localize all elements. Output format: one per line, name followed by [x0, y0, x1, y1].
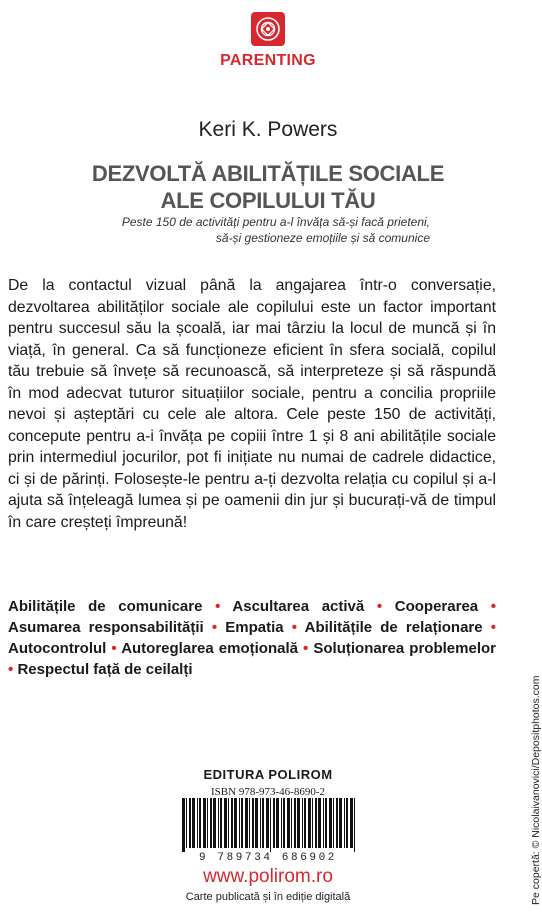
- barcode-bar: [260, 798, 261, 848]
- barcode-bar: [182, 798, 185, 852]
- barcode-bar: [239, 798, 240, 848]
- barcode-bar: [197, 798, 198, 848]
- topic-item: Abilitățile de comunicare: [8, 598, 203, 615]
- author-name: Keri K. Powers: [198, 118, 338, 141]
- topic-item: Autocontrolul: [8, 640, 107, 657]
- title-line: ALE COPILULUI TĂU: [160, 188, 376, 213]
- barcode-bar: [308, 798, 311, 848]
- barcode-bar: [270, 798, 271, 852]
- barcode-bar: [231, 798, 233, 848]
- barcode-bar: [213, 798, 216, 848]
- barcode-bar: [241, 798, 243, 848]
- topic-bullet: •: [8, 661, 14, 678]
- topic-bullet: •: [291, 619, 298, 636]
- barcode-bar: [207, 798, 208, 848]
- publisher-website: www.polirom.ro: [203, 866, 333, 887]
- barcode-bar: [262, 798, 264, 848]
- barcode-bar: [291, 798, 292, 848]
- blurb-text: De la contactul vizual până la angajarea într-o conversație, dezvoltarea abilităților sociale ale copilului este un factor important pentru succesul său la școală, iar mai târziu la locul de muncă și în viață, în general. Ca să funcționeze eficient în sfera socială, copilul tău trebuie să învețe să recunoască, să interpreteze și să răspundă în mod adecvat tuturor situațiilor sociale, pentru a concilia propriile nevoi și așteptări cu cele ale altora. Cele peste 150 de activități, concepute pentru a-i învăța pe copiii între 1 și 8 ani abilitățile sociale prin intermediul jocurilor, pot fi inițiate nu numai de cadrele didactice, ci și de părinți. Folosește-le pentru a-ți dezvolta relația cu copilul și a-l ajuta să înțeleagă lumea și pe oamenii din jur și bucurați-vă de timpul în care creșteți împreună!: [8, 277, 496, 531]
- book-subtitle: [60, 214, 430, 246]
- barcode-bar: [249, 798, 250, 848]
- subtitle-line: Peste 150 de activități pentru a-l învăța să-și facă prieteni,: [121, 215, 430, 229]
- topic-bullet: •: [303, 640, 309, 657]
- parenting-logo-icon: [251, 12, 285, 46]
- barcode-bar: [218, 798, 219, 848]
- barcode-bar: [333, 798, 334, 848]
- barcode-bar: [325, 798, 327, 848]
- publisher-name: EDITURA POLIROM: [203, 767, 333, 782]
- barcode-bar: [234, 798, 237, 848]
- barcode-bar: [228, 798, 229, 848]
- barcode-bar: [273, 798, 275, 848]
- topic-item: Empatia: [225, 619, 284, 636]
- barcode-bar: [199, 798, 201, 848]
- barcode-bar: [344, 798, 345, 848]
- subtitle-line: să-și gestioneze emoțiile și să comunice: [215, 231, 430, 245]
- barcode-bar: [192, 798, 195, 848]
- topic-bullet: •: [211, 619, 218, 636]
- barcode-bar: [220, 798, 222, 848]
- barcode-bar: [346, 798, 348, 848]
- barcode-bar: [318, 798, 321, 848]
- topic-item: Ascultarea activă: [232, 598, 365, 615]
- barcode-bar: [245, 798, 248, 848]
- topic-item: Respectul față de ceilalți: [17, 661, 193, 678]
- barcode-bar: [281, 798, 282, 848]
- barcode-bar: [283, 798, 285, 848]
- topic-item: Autoreglarea emoțională: [121, 640, 298, 657]
- digital-edition-note: Carte publicată și în ediție digitală: [185, 891, 351, 903]
- topic-item: Abilitățile de relaționare: [304, 619, 483, 636]
- barcode-bar: [203, 798, 206, 848]
- topic-bullet: •: [111, 640, 117, 657]
- barcode-bar: [210, 798, 212, 848]
- barcode-bar: [302, 798, 303, 848]
- barcode-bar: [186, 798, 187, 848]
- barcode-bar: [297, 798, 300, 848]
- barcode-bar: [339, 798, 342, 848]
- topic-bullet: •: [490, 598, 497, 615]
- barcode-bar: [304, 798, 306, 848]
- topics-list: [8, 596, 496, 680]
- barcode-bar: [252, 798, 254, 848]
- barcode-bar: [329, 798, 332, 848]
- barcode-bar: [266, 798, 269, 848]
- title-line: DEZVOLTĂ ABILITĂȚILE SOCIALE: [91, 161, 445, 186]
- barcode-bar: [350, 798, 353, 848]
- barcode-bar: [312, 798, 313, 848]
- topic-item: Asumarea responsabilității: [8, 619, 204, 636]
- barcode-bar: [323, 798, 324, 848]
- cover-credit: Pe copertă: © Nicolaivanovici/Depositphotos.com: [530, 675, 542, 905]
- barcode-bar: [276, 798, 279, 848]
- topic-bullet: •: [376, 598, 383, 615]
- barcode-bar: [315, 798, 317, 848]
- barcode-image: [168, 798, 368, 852]
- series-label: PARENTING: [220, 52, 316, 69]
- topic-item: Soluționarea problemelor: [313, 640, 496, 657]
- topic-bullet: •: [490, 619, 496, 636]
- barcode-bar: [255, 798, 258, 848]
- barcode-digits: 9 789734 686902: [198, 852, 338, 864]
- barcode-bar: [287, 798, 290, 848]
- barcode-bar: [294, 798, 296, 848]
- barcode-bar: [336, 798, 338, 848]
- topic-bullet: •: [215, 598, 221, 615]
- publisher-logo: [0, 12, 536, 51]
- barcode-bar: [354, 798, 355, 852]
- book-title: [0, 160, 536, 214]
- topic-item: Cooperarea: [394, 598, 479, 615]
- barcode-bar: [224, 798, 227, 848]
- isbn-text: ISBN 978-973-46-8690-2: [211, 786, 325, 798]
- barcode-bar: [189, 798, 191, 848]
